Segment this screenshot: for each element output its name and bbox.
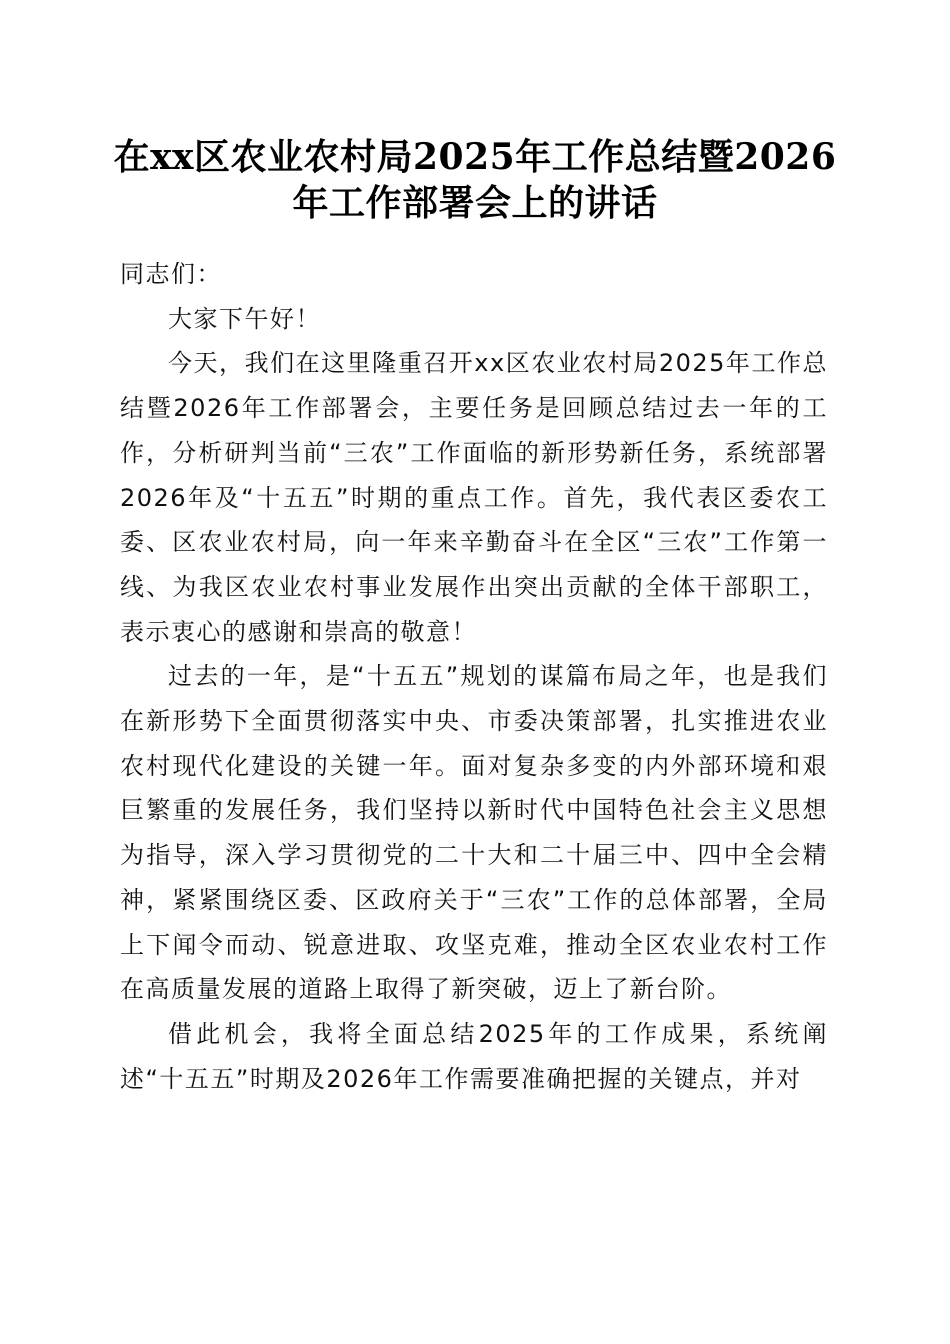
document-body — [120, 252, 828, 1101]
paragraph-greeting: 大家下午好！ — [168, 304, 321, 333]
paragraph-opening: 今天，我们在这里隆重召开xx区农业农村局2025年工作总结暨2026年工作部署会，主要任务是回顾总结过去一年的工作，分析研判当前“三农”工作面临的新形势新任务，系统部署2026年及“十五五”时期的重点工作。首先，我代表区委农工委、区农业农村局，向一年来辛勤奋斗在全区“三农”工作第一线、为我区农业农村事业发展作出突出贡献的全体干部职工，表示衷心的感谢和崇高的敬意！ — [120, 349, 828, 646]
paragraph-outline: 借此机会，我将全面总结2025年的工作成果，系统阐述“十五五”时期及2026年工作需要准确把握的关键点，并对 — [120, 1019, 828, 1093]
document-title: 在xx区农业农村局2025年工作总结暨2026年工作部署会上的讲话 — [113, 136, 837, 224]
paragraph-review: 过去的一年，是“十五五”规划的谋篇布局之年，也是我们在新形势下全面贯彻落实中央、市委决策部署，扎实推进农业农村现代化建设的关键一年。面对复杂多变的内外部环境和艰巨繁重的发展任务，我们坚持以新时代中国特色社会主义思想为指导，深入学习贯彻党的二十大和二十届三中、四中全会精神，紧紧围绕区委、区政府关于“三农”工作的总体部署，全局上下闻令而动、锐意进取、攻坚克难，推动全区农业农村工作在高质量发展的道路上取得了新突破，迈上了新台阶。 — [120, 662, 828, 1004]
salutation: 同志们： — [120, 260, 222, 288]
